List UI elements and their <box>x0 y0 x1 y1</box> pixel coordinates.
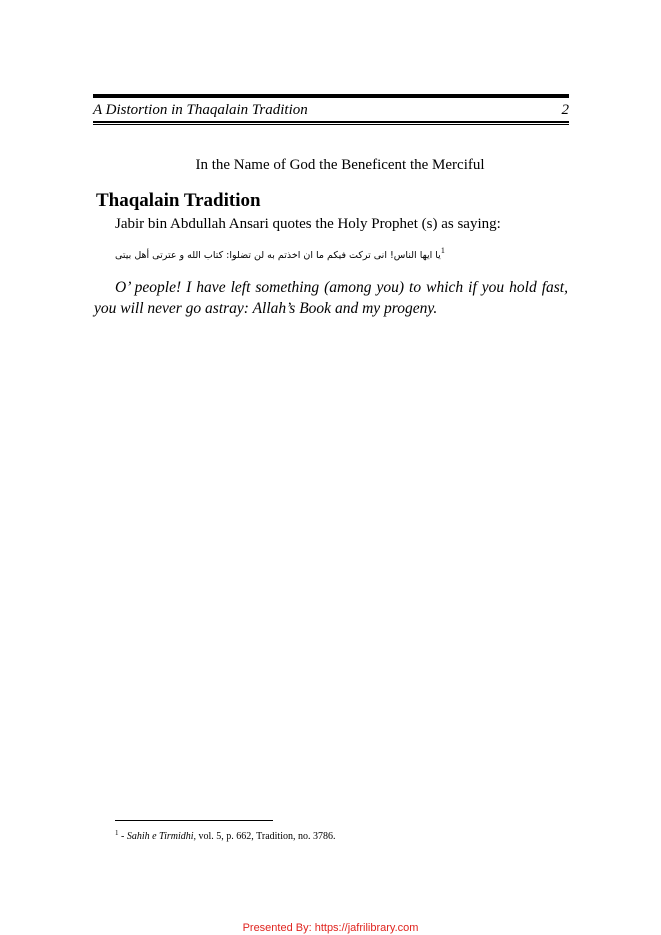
footnote <box>115 827 336 843</box>
basmala: In the Name of God the Beneficent the Merciful <box>195 157 485 173</box>
page-number: 2 <box>561 102 569 118</box>
header-rule <box>93 121 569 123</box>
running-header-title: A Distortion in Thaqalain Tradition <box>93 102 308 118</box>
footnote-separator <box>115 820 273 821</box>
arabic-quote: يا ايها الناس! انى تركت فيكم ما ان اخذتم به لن تضلوا: كتاب الله و عترتى أهل بيتى <box>115 250 441 261</box>
footnote-reference[interactable]: 1 <box>440 246 445 255</box>
presented-by-link[interactable]: Presented By: https://jafrilibrary.com <box>242 922 419 934</box>
footnote-marker: 1 <box>115 829 119 837</box>
translation-paragraph: O’ people! I have left something (among you) to which if you hold fast, you will never go astray: Allah’s Book and my progeny. <box>94 279 568 317</box>
intro-paragraph: Jabir bin Abdullah Ansari quotes the Holy Prophet (s) as saying: <box>115 216 501 232</box>
footnote-details: vol. 5, p. 662, Tradition, no. 3786. <box>196 831 336 842</box>
footnote-prefix: - <box>118 831 127 842</box>
arabic-quote-line <box>115 244 445 263</box>
section-heading: Thaqalain Tradition <box>96 190 261 211</box>
footnote-source-title: Sahih e Tirmidhi, <box>126 831 197 842</box>
